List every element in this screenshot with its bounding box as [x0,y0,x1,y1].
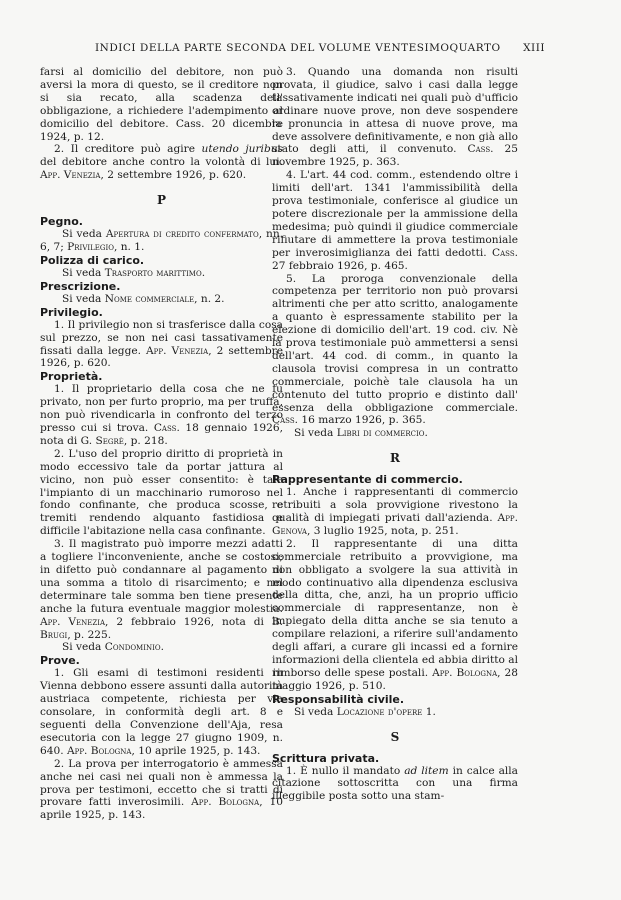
entry-text: 1. Il privilegio non si trasferisce dalla cosa sul prezzo, se non nei casi tassativamente fissati dalla legge. App. Venezia, 2 settembre 1926, p. 620. [40,318,283,370]
entry-heading-pegno: Pegno. [40,215,83,229]
entry-text: 2. La prova per interrogatorio è ammessa anche nei casi nei quali non è ammessa la prova per testimoni, eccetto che si tratti di provare fatti inverosimili. App. Bologna, 10 aprile 1925, p. 143. [40,757,283,822]
entry-text: farsi al domicilio del debitore, non può aversi la mora di questo, se il creditore non si sia recato, alla scadenza dell' obbligazione, a richiedere l'adempimento al domicilio del debitore. Cass. 20 dicembre 1924, p. 12. [40,66,283,143]
entry-text: 2. Il creditore può agire utendo juribus del debitore anche contro la volontà di lui. App. Venezia, 2 settembre 1926, p. 620. [40,143,283,182]
running-head [95,42,545,54]
cross-reference: Si veda Libri di commercio. [294,427,428,440]
entry-text: 2. L'uso del proprio diritto di proprietà in modo eccessivo tale da portar jattura al vicino, non può esser consentito: è tale l'impianto di un macchinario rumoroso nel fondo confinante, che produca scosse, e tremiti rendendo alquanto fastidiosa e difficile l'abitazione nella casa confinante. [40,447,283,538]
header-title: INDICI DELLA PARTE SECONDA DEL VOLUME VENTESIMOQUARTO [95,42,501,54]
entry-text: 3. Quando una domanda non risulti provata, il giudice, salvo i casi dalla legge tassativamente indicati nei quali può d'ufficio ordinare nuove prove, non deve sospendere la pronuncia in attesa di nuove prove, ma deve assolvere definitivamente, e non già allo stato degli atti, il convenuto. Cass. 25 novembre 1925, p. 363. [272,66,518,169]
entry-heading-polizza: Polizza di carico. [40,253,145,267]
entry-text: 1. È nullo il mandato ad litem in calce alla citazione sottoscritta con una firma illeggibile posta sotto una stam- [272,764,518,803]
entry-heading-scrittura: Scrittura privata. [272,751,380,765]
cross-reference: Si veda Trasporto marittimo. [62,266,206,279]
cross-reference: Si veda Nome commerciale, n. 2. [62,292,225,305]
entry-heading-rappresentante: Rappresentante di commercio. [272,473,463,487]
section-letter-s: S [390,729,400,744]
entry-text: 2. Il rappresentante di una ditta commerciale retribuito a provvigione, ma non obbligato a svolgere la sua attività in modo continuativo alla dipendenza esclusiva della ditta, che, anzi, ha un proprio ufficio commerciale di rappresentanze, non è impiegato della ditta anche se sia tenuto a compilare relazioni, a riferire sull'andamento degli affari, a curare gli incassi ed a fornire informazioni della clientela ed abbia diritto al rimborso delle spese postali. App. Bologna, 28 maggio 1926, p. 510. [272,537,518,692]
cross-reference: Si veda Condominio. [62,641,164,654]
section-letter-p: P [156,193,167,208]
entry-text: 1. Anche i rappresentanti di commercio retribuiti a sola provvigione rivestono la qualità di impiegati privati dall'azienda. App. Genova, 3 luglio 1925, nota, p. 251. [272,486,518,537]
entry-text: 5. La proroga convenzionale della competenza per territorio non può provarsi altrimenti che per atto scritto, analogamente a quanto è espressamente stabilito per la elezione di domicilio dell'art. 19 cod. civ. Nè la prova testimoniale può ammettersi a sensi dell'art. 44 cod. di comm., in quanto la clausola trovisi compresa in un contratto commerciale, poichè tale clausola ha un contenuto del tutto proprio e distinto dall' essenza della obbligazione commerciale. Cass. 16 marzo 1926, p. 365. [272,272,518,427]
entry-text: 1. Il proprietario della cosa che ne fu privato, non per furto proprio, ma per truffa, non può rivendicarla in confronto del terzo presso cui si trova. Cass. 18 gennaio 1926, nota di G. Segrè, p. 218. [40,383,283,447]
entry-heading-responsabilita: Responsabilità civile. [272,692,405,706]
entry-heading-proprieta: Proprietà. [40,370,103,384]
page-number: XIII [523,42,545,54]
entry-text: 1. Gli esami di testimoni residenti in Vienna debbono essere assunti dalla autorità austriaca competente, richiesta per via consolare, in conformità degli art. 8 e seguenti della Convenzione dell'Aja, resa esecutoria con la legge 27 giugno 1909, n. 640. App. Bologna, 10 aprile 1925, p. 143. [40,667,283,757]
left-column [40,66,283,822]
entry-heading-prove: Prove. [40,654,80,668]
cross-reference: Si veda Locazione d'opere 1. [294,705,436,718]
right-column [272,66,518,803]
entry-heading-privilegio: Privilegio. [40,305,103,319]
entry-text: 4. L'art. 44 cod. comm., estendendo oltre i limiti dell'art. 1341 l'ammissibilità della prova testimoniale, conferisce al giudice un potere discrezionale per la ammissione della medesima; può quindi il giudice commerciale rifiutare di ammettere la prova testimoniale per inverosimiglianza dei fatti dedotti. Cass. 27 febbraio 1926, p. 465. [272,169,518,272]
cross-reference: Si veda Apertura di credito confermato, nn. 6, 7; Privilegio, n. 1. [40,228,284,253]
entry-text: 3. Il magistrato può imporre mezzi adatti a togliere l'inconveniente, anche se costosi; in difetto può condannare al pagamento di una somma a titolo di risarcimento; e nel determinare tale somma ben tiene presente anche la futura eventuale maggior molestia. App. Venezia, 2 febbraio 1926, nota di B. Brugi, p. 225. [40,538,283,641]
section-letter-r: R [390,451,400,466]
entry-heading-prescrizione: Prescrizione. [40,279,121,293]
